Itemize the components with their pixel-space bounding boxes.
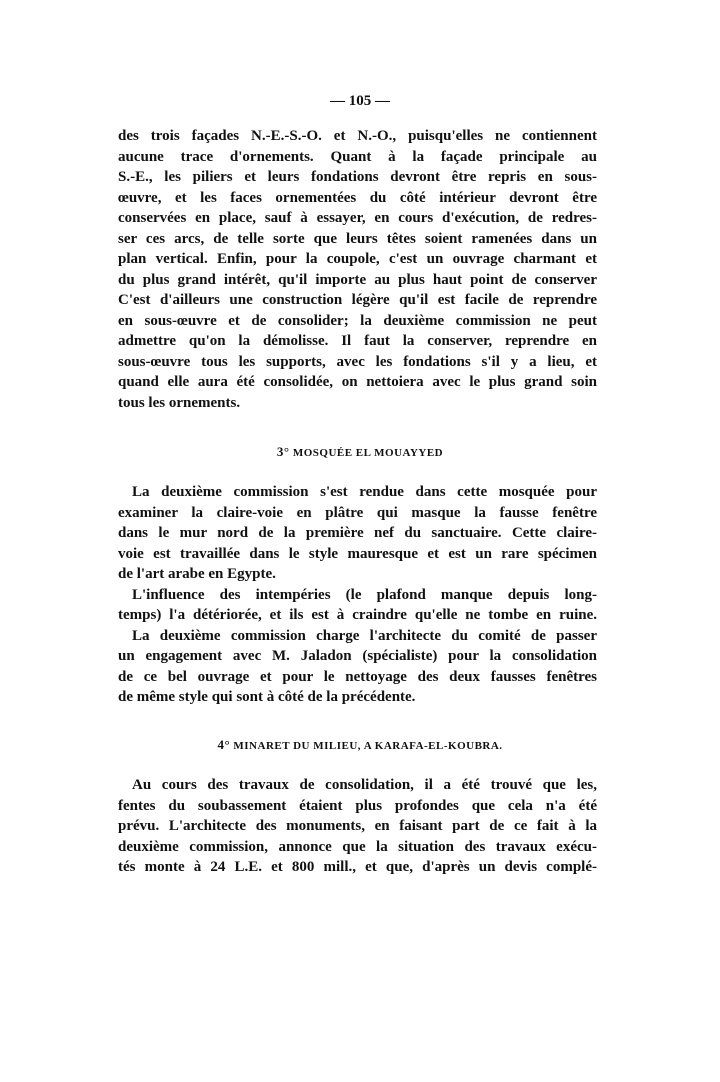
- text-line: aucune trace d'ornements. Quant à la façade principale au: [118, 148, 597, 165]
- text-line: en sous-œuvre et de consolider; la deuxième commission ne peut: [118, 312, 597, 329]
- text-line: un engagement avec M. Jaladon (spécialiste) pour la consolidation: [118, 648, 597, 664]
- section-heading-4: [0, 737, 720, 753]
- text-line: plan vertical. Enfin, pour la coupole, c'est un ouvrage charmant et: [118, 251, 597, 267]
- page-number: — 105 —: [330, 93, 390, 109]
- text-line: dans le mur nord de la première nef du sanctuaire. Cette claire-: [118, 525, 597, 541]
- text-line: voie est travaillée dans le style mauresque et est un rare spécimen: [118, 545, 597, 562]
- text-line: du plus grand intérêt, qu'il importe au plus haut point de conserver: [118, 271, 597, 288]
- text-line: de même style qui sont à côté de la précédente.: [118, 689, 416, 705]
- section-title: MOSQUÉE EL MOUAYYED: [292, 447, 444, 459]
- section-number: 4°: [217, 737, 231, 752]
- section-number: 3°: [276, 444, 290, 459]
- section-title: MINARET DU MILIEU, A KARAFA-EL-KOUBRA.: [233, 740, 503, 752]
- text-line: deuxième commission, annonce que la situation des travaux exécu-: [118, 838, 597, 855]
- text-line: admettre qu'on la démolisse. Il faut la conserver, reprendre en: [118, 333, 597, 349]
- paragraph-block-3: [118, 775, 597, 878]
- text-line: prévu. L'architecte des monuments, en faisant part de ce fait à la: [118, 818, 597, 834]
- text-line: œuvre, et les faces ornementées du côté intérieur devront être: [118, 189, 597, 206]
- text-line: examiner la claire-voie en plâtre qui masque la fausse fenêtre: [118, 504, 597, 521]
- text-line: La deuxième commission charge l'architecte du comité de passer: [132, 627, 597, 644]
- text-line: quand elle aura été consolidée, on nettoiera avec le plus grand soin: [118, 374, 597, 390]
- text-line: sous-œuvre tous les supports, avec les fondations s'il y a lieu, et: [118, 353, 597, 370]
- text-line: ser ces arcs, de telle sorte que leurs têtes soient ramenées dans un: [118, 230, 597, 247]
- paragraph-block-2: [118, 482, 597, 708]
- paragraph-block-1: [118, 126, 597, 413]
- text-line: de ce bel ouvrage et pour le nettoyage des deux fausses fenêtres: [118, 668, 597, 685]
- text-line: conservées en place, sauf à essayer, en cours d'exécution, de redres-: [118, 210, 597, 226]
- text-line: temps) l'a détériorée, et ils est à craindre qu'elle ne tombe en ruine.: [118, 607, 597, 623]
- section-heading-3: [0, 444, 720, 460]
- text-line: La deuxième commission s'est rendue dans cette mosquée pour: [132, 484, 597, 500]
- text-line: Au cours des travaux de consolidation, il a été trouvé que les,: [132, 777, 597, 793]
- text-line: L'influence des intempéries (le plafond manque depuis long-: [132, 586, 597, 603]
- text-line: tés monte à 24 L.E. et 800 mill., et que, d'après un devis complé-: [118, 859, 597, 875]
- text-line: des trois façades N.-E.-S.-O. et N.-O., puisqu'elles ne contiennent: [118, 128, 597, 144]
- text-line: S.-E., les piliers et leurs fondations devront être repris en sous-: [118, 169, 597, 185]
- text-line: C'est d'ailleurs une construction légère qu'il est facile de reprendre: [118, 292, 597, 308]
- text-line: fentes du soubassement étaient plus profondes que cela n'a été: [118, 797, 597, 814]
- text-line: tous les ornements.: [118, 394, 241, 411]
- text-line: de l'art arabe en Egypte.: [118, 566, 276, 582]
